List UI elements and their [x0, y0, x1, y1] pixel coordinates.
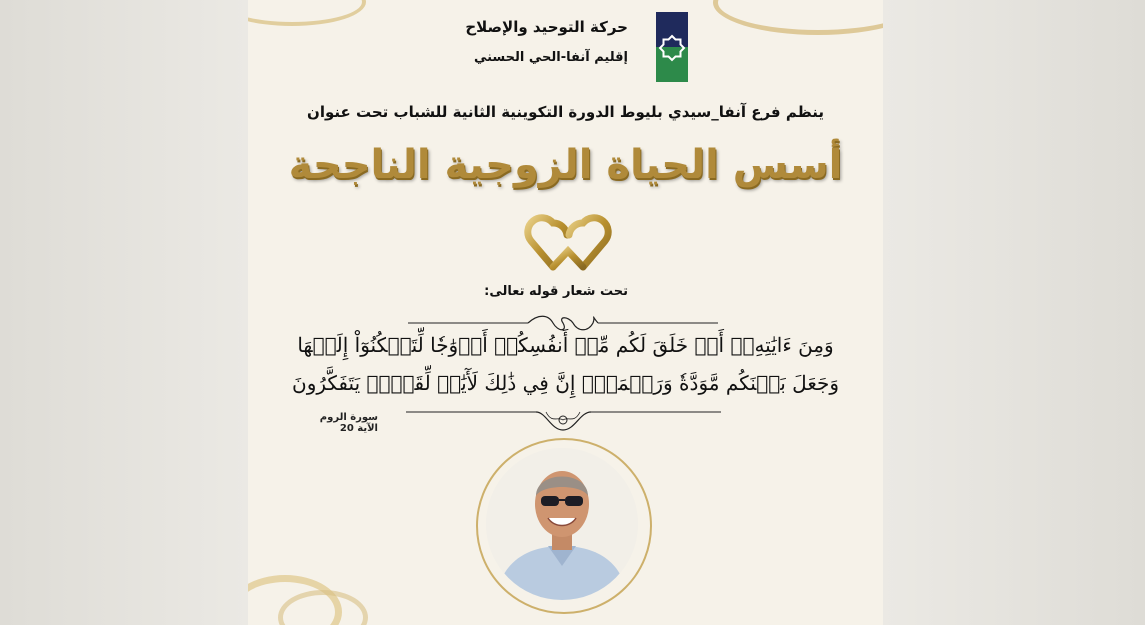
gold-ribbon-decoration: [713, 0, 883, 35]
gold-ribbon-decoration: [248, 0, 366, 26]
left-backdrop: [0, 0, 248, 625]
organization-header: [465, 18, 628, 65]
organization-region: إقليم آنفا-الحي الحسني: [473, 50, 628, 65]
speaker-portrait: [486, 448, 638, 600]
event-title: أسس الحياة الزوجية الناجحة: [288, 142, 843, 188]
poster: [248, 0, 883, 625]
organization-name: حركة التوحيد والإصلاح: [465, 18, 628, 36]
verse-line: وَجَعَلَ بَيۡنَكُم مَّوَدَّةٗ وَرَحۡمَةًۚ إِنَّ فِي ذَٰلِكَ لَأٓيَٰتٖ لِّقَوۡمٖ يَتَفَكَّرُونَ: [292, 371, 839, 395]
event-subtitle: ينظم فرع آنفا_سيدي بليوط الدورة التكوينية الثانية للشباب تحت عنوان: [307, 103, 824, 121]
quran-verse: [288, 326, 843, 402]
wedding-rings-icon: [523, 205, 613, 275]
motto-label: تحت شعار قوله تعالى:: [484, 284, 628, 299]
movement-logo-icon: [656, 12, 688, 82]
verse-line: وَمِنَ ءَايَٰتِهِۦٓ أَنۡ خَلَقَ لَكُم مِّنۡ أَنفُسِكُمۡ أَزۡوَٰجٗا لِّتَسۡكُنُوٓاْ إِلَيۡهَا: [297, 333, 834, 357]
ornament-divider-icon: [406, 404, 721, 440]
right-backdrop: [883, 0, 1145, 625]
verse-reference: سورة الروم الآية 20: [319, 412, 378, 434]
